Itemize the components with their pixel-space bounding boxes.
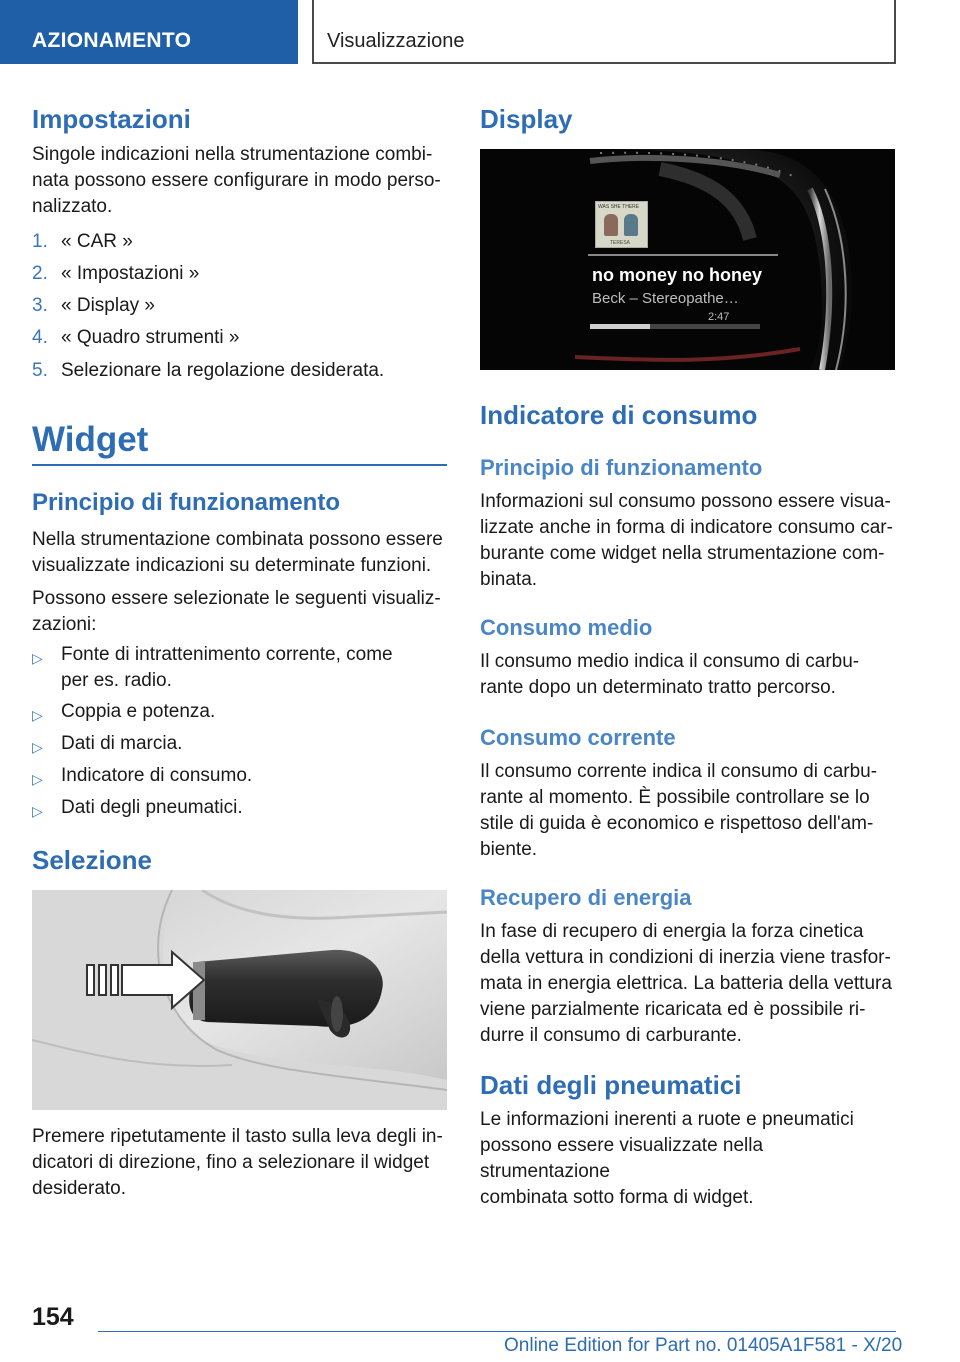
- album-art: WAS SHE THERE TERESA: [595, 201, 648, 248]
- avg-consumption-title: Consumo medio: [480, 615, 653, 640]
- widget-principle-text: Nella strumentazione combinata possono essere visualizzate indicazioni su determinate funzioni.: [32, 529, 443, 576]
- turn-signal-lever-image: [32, 890, 447, 1110]
- current-consumption-text: Il consumo corrente indica il consumo di carbu- rante al momento. È possibile controllare se lo stile di guida è economico e rispettoso dell'am- biente.: [480, 761, 878, 860]
- section-label: AZIONAMENTO: [32, 29, 192, 52]
- energy-recovery-text: In fase di recupero di energia la forza cinetica della vettura in condizioni di inerzia viene trasfor- mata in energia elettrica. La batteria della vettura viene parzialmente ricaricata ed è possibile ri- durre il consumo di carburante.: [480, 921, 892, 1046]
- bullet-icon: ▷: [32, 771, 43, 787]
- artist-name: Beck – Stereopathe…: [592, 290, 739, 307]
- settings-title: Impostazioni: [32, 104, 191, 134]
- bullet-icon: ▷: [32, 707, 43, 723]
- page-number: 154: [32, 1303, 74, 1331]
- footer-divider: [98, 1331, 896, 1332]
- widget-title: Widget: [32, 420, 149, 459]
- chapter-label: Visualizzazione: [327, 30, 465, 52]
- section-tab: [0, 0, 298, 64]
- current-consumption-title: Consumo corrente: [480, 725, 676, 750]
- widget-options-intro: Possono essere selezionate le seguenti visualiz- zazioni:: [32, 588, 441, 635]
- consumption-title: Indicatore di consumo: [480, 400, 758, 430]
- track-time: 2:47: [708, 311, 730, 323]
- bullet-icon: ▷: [32, 739, 43, 755]
- energy-recovery-title: Recupero di energia: [480, 885, 692, 910]
- tyre-data-text: Le informazioni inerenti a ruote e pneumatici possono essere visualizzate nella strumentazione combinata sotto forma di widget.: [480, 1109, 854, 1208]
- consumption-principle-text: Informazioni sul consumo possono essere visua- lizzate anche in forma di indicatore consumo car- burante come widget nella strumentazione com- binata.: [480, 491, 893, 590]
- settings-intro: Singole indicazioni nella strumentazione combi- nata possono essere configurare in modo perso- nalizzato.: [32, 144, 441, 217]
- consumption-principle-title: Principio di funzionamento: [480, 455, 763, 480]
- song-title: no money no honey: [592, 265, 763, 285]
- widget-principle-title: Principio di funzionamento: [32, 489, 340, 516]
- edition-footer: Online Edition for Part no. 01405A1F581 - X/20: [504, 1335, 903, 1356]
- chapter-tab: [312, 0, 896, 64]
- selection-title: Selezione: [32, 845, 152, 875]
- selection-caption: Premere ripetutamente il tasto sulla leva degli in- dicatori di direzione, fino a selezionare il widget desiderato.: [32, 1126, 443, 1199]
- cluster-display-image: [480, 149, 895, 370]
- bullet-icon: ▷: [32, 650, 43, 666]
- widget-divider: [32, 464, 447, 466]
- bullet-icon: ▷: [32, 803, 43, 819]
- tyre-data-title: Dati degli pneumatici: [480, 1070, 742, 1100]
- avg-consumption-text: Il consumo medio indica il consumo di carbu- rante dopo un determinato tratto percorso.: [480, 651, 860, 698]
- display-title: Display: [480, 104, 573, 134]
